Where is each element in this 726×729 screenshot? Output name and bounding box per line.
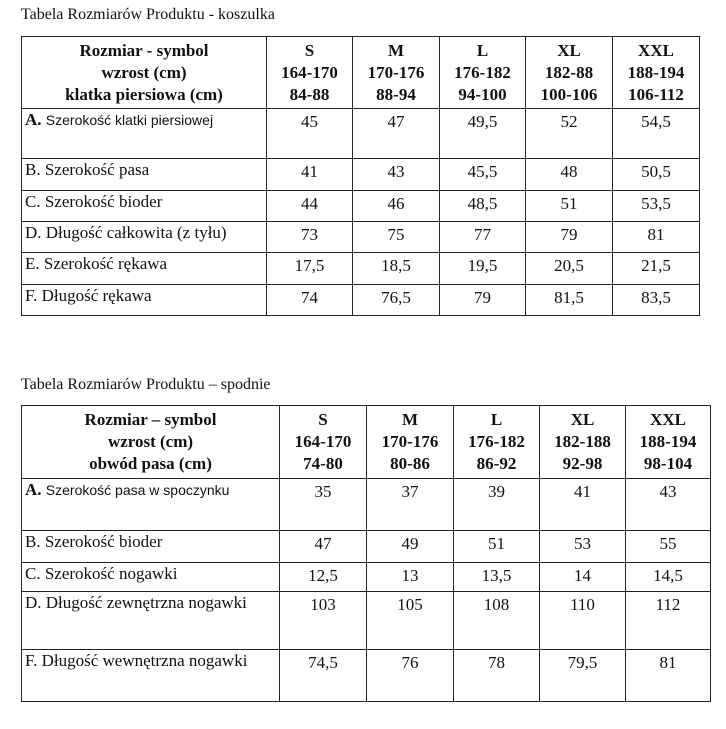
cell-value: 17,5 [267, 253, 353, 285]
cell-value: 12,5 [280, 563, 367, 592]
header-size-XL: XL 182-188 92-98 [540, 406, 626, 479]
cell-value: 81 [626, 650, 711, 702]
cell-value: 45 [267, 109, 353, 159]
header-row [22, 406, 711, 479]
cell-value: 81 [613, 222, 700, 253]
cell-value: 20,5 [526, 253, 613, 285]
cell-value: 108 [454, 592, 540, 650]
cell-value: 39 [454, 479, 540, 531]
cell-value: 54,5 [613, 109, 700, 159]
cell-value: 13 [367, 563, 454, 592]
cell-value: 43 [353, 159, 440, 191]
cell-value: 75 [353, 222, 440, 253]
table-row [22, 479, 711, 531]
header-size-L: L 176-182 94-100 [440, 37, 526, 109]
row-label: E. Szerokość rękawa [22, 253, 267, 285]
table-row [22, 592, 711, 650]
cell-value: 77 [440, 222, 526, 253]
cell-value: 50,5 [613, 159, 700, 191]
row-label: A. Szerokość pasa w spoczynku [22, 479, 280, 531]
cell-value: 37 [367, 479, 454, 531]
cell-value: 14 [540, 563, 626, 592]
cell-value: 51 [526, 191, 613, 222]
cell-value: 105 [367, 592, 454, 650]
cell-value: 79 [526, 222, 613, 253]
cell-value: 79 [440, 285, 526, 316]
cell-value: 45,5 [440, 159, 526, 191]
table-row [22, 285, 700, 316]
cell-value: 83,5 [613, 285, 700, 316]
table-row [22, 222, 700, 253]
header-size-XL: XL 182-88 100-106 [526, 37, 613, 109]
header-size-S: S 164-170 84-88 [267, 37, 353, 109]
cell-value: 48 [526, 159, 613, 191]
header-size-symbol: Rozmiar - symbol wzrost (cm) klatka piersiowa (cm) [22, 37, 267, 109]
table-caption-shirt: Tabela Rozmiarów Produktu - koszulka [21, 6, 275, 23]
size-table-pants [21, 405, 711, 702]
cell-value: 43 [626, 479, 711, 531]
cell-value: 103 [280, 592, 367, 650]
table-row [22, 563, 711, 592]
cell-value: 35 [280, 479, 367, 531]
header-row [22, 37, 700, 109]
cell-value: 79,5 [540, 650, 626, 702]
cell-value: 46 [353, 191, 440, 222]
cell-value: 41 [540, 479, 626, 531]
cell-value: 51 [454, 531, 540, 563]
row-label: C. Szerokość nogawki [22, 563, 280, 592]
cell-value: 74 [267, 285, 353, 316]
cell-value: 73 [267, 222, 353, 253]
cell-value: 81,5 [526, 285, 613, 316]
cell-value: 47 [353, 109, 440, 159]
cell-value: 52 [526, 109, 613, 159]
table-row [22, 531, 711, 563]
cell-value: 53,5 [613, 191, 700, 222]
cell-value: 18,5 [353, 253, 440, 285]
cell-value: 14,5 [626, 563, 711, 592]
cell-value: 78 [454, 650, 540, 702]
table-row [22, 650, 711, 702]
cell-value: 44 [267, 191, 353, 222]
row-label: F. Długość wewnętrzna nogawki [22, 650, 280, 702]
cell-value: 13,5 [454, 563, 540, 592]
cell-value: 49,5 [440, 109, 526, 159]
table-row [22, 253, 700, 285]
cell-value: 48,5 [440, 191, 526, 222]
header-size-M: M 170-176 88-94 [353, 37, 440, 109]
row-label: D. Długość całkowita (z tyłu) [22, 222, 267, 253]
size-table-shirt [21, 36, 700, 316]
header-size-XXL: XXL 188-194 98-104 [626, 406, 711, 479]
row-label: F. Długość rękawa [22, 285, 267, 316]
cell-value: 41 [267, 159, 353, 191]
row-label: A. Szerokość klatki piersiowej [22, 109, 267, 159]
header-size-M: M 170-176 80-86 [367, 406, 454, 479]
cell-value: 47 [280, 531, 367, 563]
header-size-XXL: XXL 188-194 106-112 [613, 37, 700, 109]
header-size-L: L 176-182 86-92 [454, 406, 540, 479]
cell-value: 76,5 [353, 285, 440, 316]
cell-value: 21,5 [613, 253, 700, 285]
row-label: C. Szerokość bioder [22, 191, 267, 222]
table-row [22, 159, 700, 191]
row-label: B. Szerokość pasa [22, 159, 267, 191]
row-label: B. Szerokość bioder [22, 531, 280, 563]
row-label: D. Długość zewnętrzna nogawki [22, 592, 280, 650]
cell-value: 112 [626, 592, 711, 650]
table-row [22, 109, 700, 159]
cell-value: 19,5 [440, 253, 526, 285]
cell-value: 55 [626, 531, 711, 563]
table-caption-pants: Tabela Rozmiarów Produktu – spodnie [21, 376, 271, 393]
cell-value: 76 [367, 650, 454, 702]
cell-value: 110 [540, 592, 626, 650]
cell-value: 53 [540, 531, 626, 563]
cell-value: 74,5 [280, 650, 367, 702]
header-size-S: S 164-170 74-80 [280, 406, 367, 479]
cell-value: 49 [367, 531, 454, 563]
table-row [22, 191, 700, 222]
header-size-symbol: Rozmiar – symbol wzrost (cm) obwód pasa (cm) [22, 406, 280, 479]
